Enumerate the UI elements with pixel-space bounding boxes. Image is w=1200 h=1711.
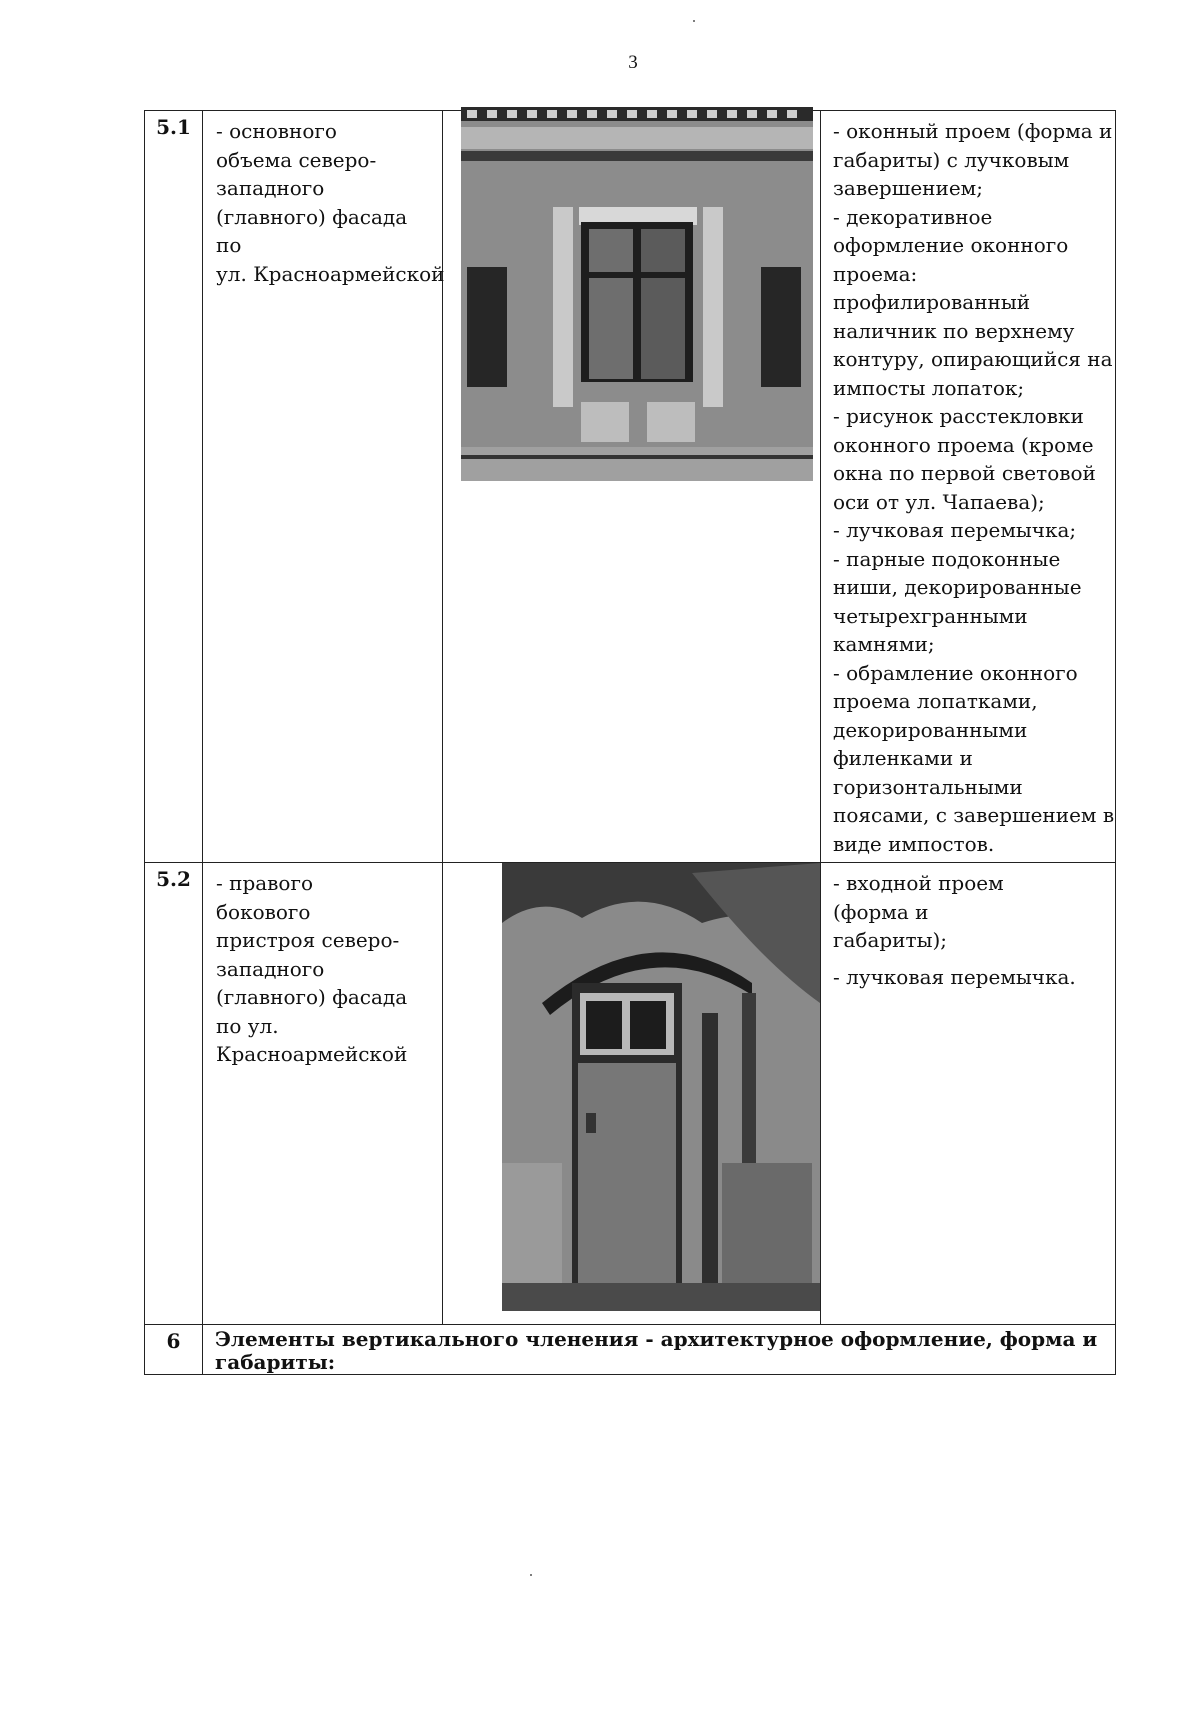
description-spacer	[833, 955, 1111, 963]
description-cell	[821, 863, 1116, 1325]
entrance-door-photo	[502, 863, 820, 1311]
object-line: (главного) фасада	[216, 985, 408, 1009]
description-line: камнями;	[833, 632, 935, 656]
description-line: филенками и	[833, 746, 973, 770]
description-line: декорированными	[833, 717, 1028, 742]
scan-speck	[530, 1574, 532, 1576]
object-cell	[203, 111, 443, 863]
object-line: Красноармейской	[216, 1042, 408, 1066]
description-line: окна по первой световой	[833, 461, 1096, 485]
section-title-line: габариты:	[215, 1350, 336, 1374]
description-line: (форма и	[833, 899, 929, 924]
description-line: габариты) с лучковым	[833, 147, 1070, 172]
photo-cell	[443, 111, 821, 863]
table-row-6	[145, 1325, 1116, 1375]
section-number: 6	[145, 1325, 203, 1375]
table-row-5-2	[145, 863, 1116, 1325]
description-line: ниши, декорированные	[833, 575, 1082, 599]
description-line: проема:	[833, 261, 918, 286]
object-line: бокового	[216, 899, 311, 924]
description-line: оси от ул. Чапаева);	[833, 489, 1045, 514]
description-line: четырехгранными	[833, 603, 1028, 628]
description-line: поясами, с завершением в	[833, 803, 1115, 827]
object-line: пристроя северо-	[216, 928, 400, 952]
description-line: виде импостов.	[833, 831, 995, 856]
object-line: по	[216, 233, 242, 257]
description-line: оконного проема (кроме	[833, 432, 1094, 457]
description-line: - лучковая перемычка;	[833, 518, 1077, 542]
description-line: - лучковая перемычка.	[833, 964, 1076, 989]
object-line: объема северо-	[216, 147, 377, 172]
window-facade-photo	[461, 107, 813, 481]
description-line: - парные подоконные	[833, 546, 1061, 571]
row-number: 5.1	[145, 111, 203, 863]
object-line: западного	[216, 956, 325, 981]
description-line: оформление оконного	[833, 233, 1069, 257]
heritage-elements-table	[144, 110, 1116, 1375]
object-cell	[203, 863, 443, 1325]
description-line: завершением;	[833, 176, 983, 200]
object-line: (главного) фасада	[216, 204, 408, 229]
section-title-line: Элементы вертикального членения - архитектурное оформление, форма и	[215, 1327, 1098, 1351]
description-line: - входной проем	[833, 871, 1004, 895]
description-line: профилированный	[833, 290, 1031, 314]
scan-speck	[693, 20, 695, 22]
table-row-5-1	[145, 111, 1116, 863]
description-line: горизонтальными	[833, 774, 1023, 799]
description-line: проема лопатками,	[833, 689, 1038, 713]
description-line: габариты);	[833, 928, 948, 952]
photo-cell	[443, 863, 821, 1325]
description-line: - оконный проем (форма и	[833, 119, 1113, 143]
section-title	[203, 1325, 1116, 1375]
object-line: ул. Красноармейской	[216, 261, 445, 286]
description-line: - рисунок расстекловки	[833, 404, 1084, 428]
object-line: западного	[216, 176, 325, 200]
object-line: - основного	[216, 119, 337, 143]
description-line: - обрамление оконного	[833, 660, 1078, 685]
description-line: - декоративное	[833, 204, 993, 229]
description-line: контуру, опирающийся на	[833, 347, 1113, 371]
description-cell	[821, 111, 1116, 863]
row-number: 5.2	[145, 863, 203, 1325]
page-number: 3	[628, 52, 638, 73]
description-line: импосты лопаток;	[833, 375, 1025, 400]
description-line: наличник по верхнему	[833, 318, 1075, 343]
object-line: - правого	[216, 871, 313, 895]
object-line: по ул.	[216, 1013, 279, 1038]
